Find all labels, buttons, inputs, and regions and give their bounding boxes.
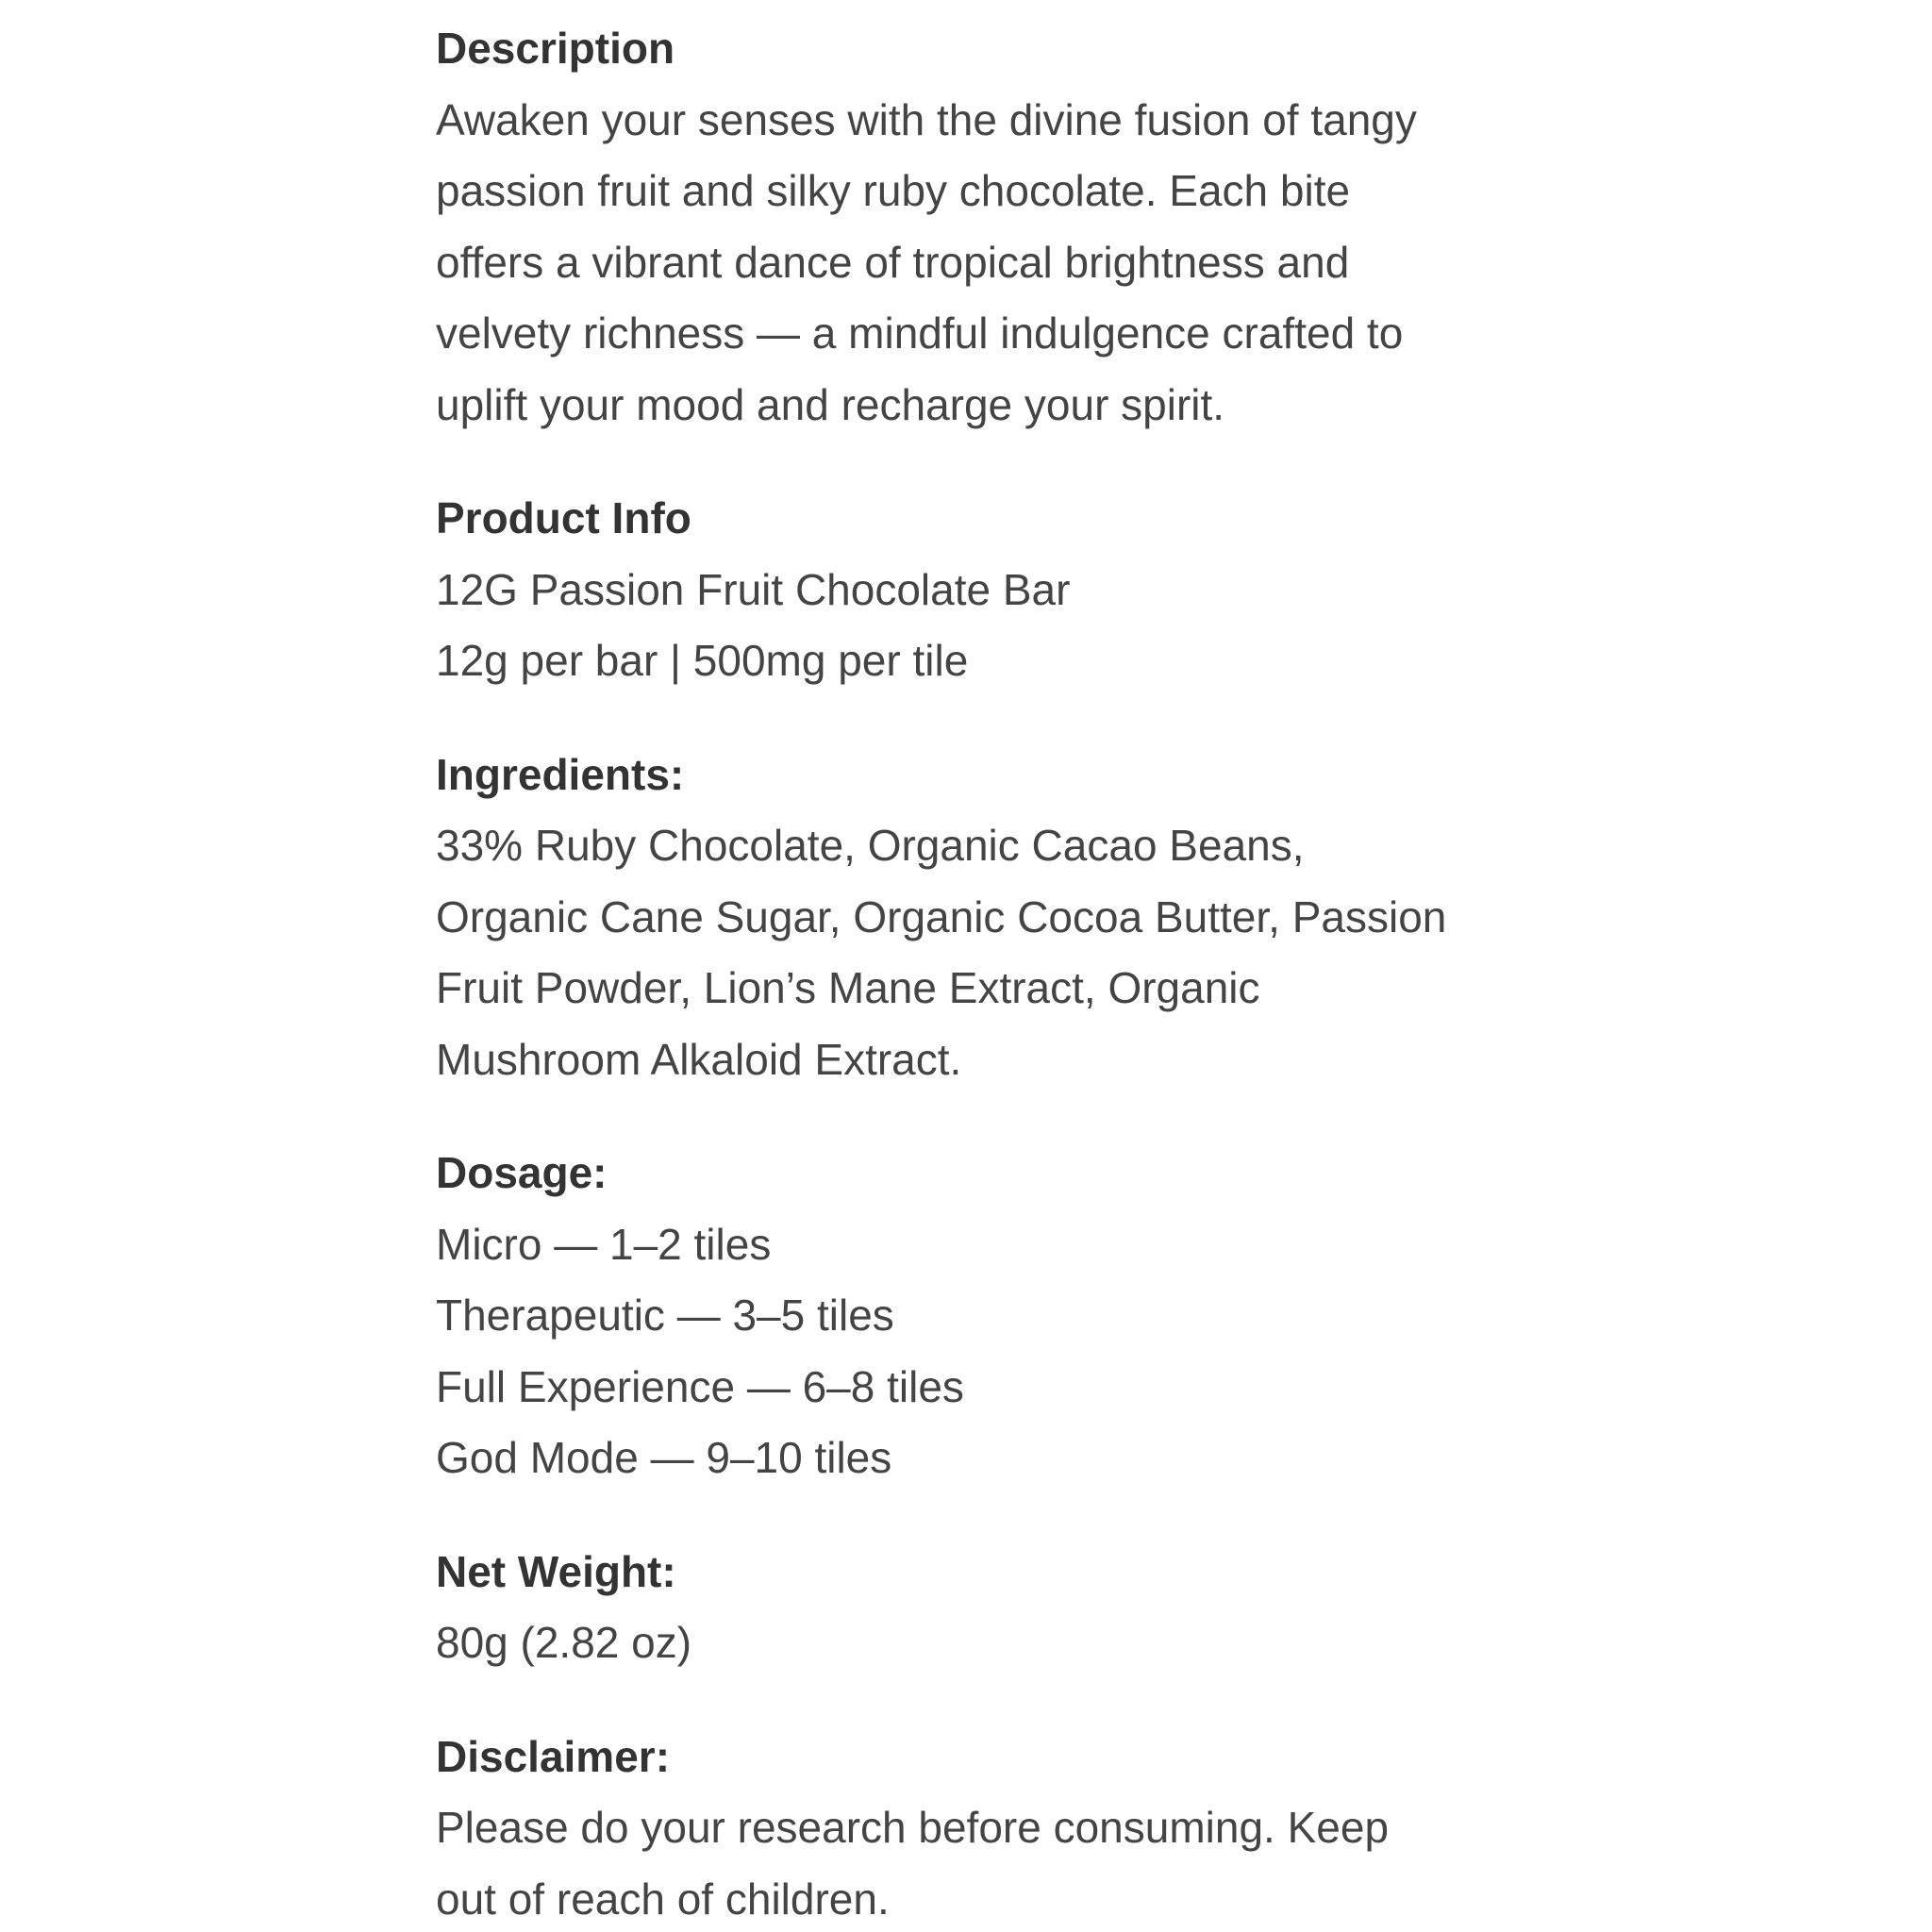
ingredients-heading: Ingredients: xyxy=(436,749,685,799)
dosage-line-micro: Micro — 1–2 tiles xyxy=(436,1219,772,1269)
description-line: uplift your mood and recharge your spirit. xyxy=(436,379,1225,429)
dosage-line-full-experience: Full Experience — 6–8 tiles xyxy=(436,1361,964,1411)
dosage-heading: Dosage: xyxy=(436,1148,608,1197)
disclaimer-line: Please do your research before consuming. Keep xyxy=(436,1803,1390,1852)
dosage-line-therapeutic: Therapeutic — 3–5 tiles xyxy=(436,1291,894,1340)
description-line: passion fruit and silky ruby chocolate. Each bite xyxy=(436,166,1351,215)
product-details-content xyxy=(436,13,1540,1932)
ingredients-line: Fruit Powder, Lion’s Mane Extract, Organic xyxy=(436,963,1260,1012)
disclaimer-heading: Disclaimer: xyxy=(436,1731,671,1781)
net-weight-heading: Net Weight: xyxy=(436,1546,676,1596)
description-line: Awaken your senses with the divine fusion of tangy xyxy=(436,94,1417,144)
description-line: offers a vibrant dance of tropical brightness and xyxy=(436,237,1350,287)
product-info-section xyxy=(436,483,1540,697)
disclaimer-section xyxy=(436,1722,1540,1932)
description-section xyxy=(436,13,1540,441)
ingredients-line: Organic Cane Sugar, Organic Cocoa Butter, Passion xyxy=(436,891,1447,941)
product-info-line: 12g per bar | 500mg per tile xyxy=(436,636,969,685)
ingredients-line: Mushroom Alkaloid Extract. xyxy=(436,1034,962,1084)
net-weight-section xyxy=(436,1537,1540,1679)
ingredients-line: 33% Ruby Chocolate, Organic Cacao Beans, xyxy=(436,821,1305,870)
product-info-line: 12G Passion Fruit Chocolate Bar xyxy=(436,564,1071,614)
description-line: velvety richness — a mindful indulgence crafted to xyxy=(436,308,1404,358)
dosage-line-god-mode: God Mode — 9–10 tiles xyxy=(436,1433,892,1482)
product-info-heading: Product Info xyxy=(436,493,691,542)
description-heading: Description xyxy=(436,24,675,73)
ingredients-section xyxy=(436,740,1540,1096)
net-weight-value: 80g (2.82 oz) xyxy=(436,1618,692,1667)
dosage-section xyxy=(436,1138,1540,1494)
disclaimer-line: out of reach of children. xyxy=(436,1874,890,1924)
